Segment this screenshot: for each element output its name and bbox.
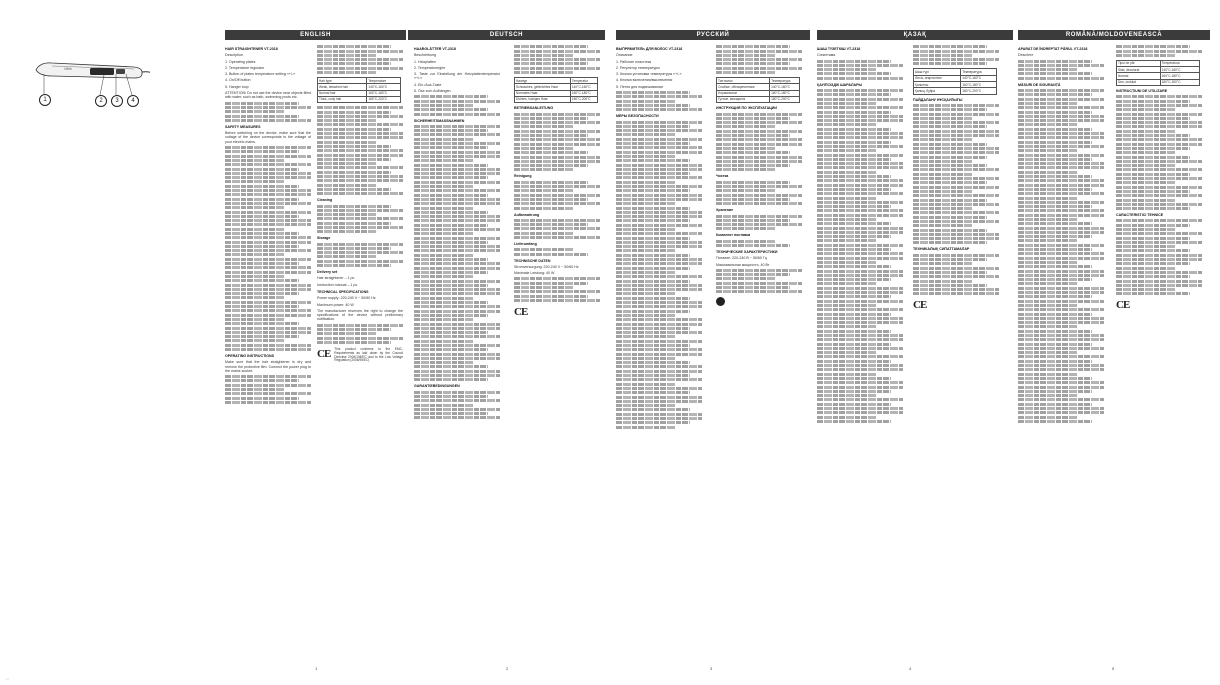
table-cell: 180°C-200°C <box>961 88 997 94</box>
operating-intro: Make sure that the hair straightener is dry and remove the protective film. Connect the power plug to the mains socket. <box>225 360 311 373</box>
temperature-table <box>317 77 401 103</box>
temperature-table <box>913 68 997 94</box>
callout-1: 1 <box>39 94 51 106</box>
kazakh-column-1 <box>817 44 903 659</box>
operating-title: ИНСТРУКЦИЯ ПО ЭКСПЛУАТАЦИИ <box>716 106 777 111</box>
table-cell: Қалың, бұйра <box>914 88 961 94</box>
callout-2: 2 <box>95 95 107 107</box>
romanian-column-1 <box>1018 44 1104 659</box>
language-header-deutsch: DEUTSCH <box>408 30 605 40</box>
language-header-russian: РУССКИЙ <box>616 30 810 40</box>
delivery-title: Lieferumfang <box>514 241 537 246</box>
english-page <box>203 0 406 685</box>
operating-title: BETRIEBSANLEITUNG <box>514 106 554 111</box>
tech-title: ТЕХНИКАЛЫҚ СИПАТТАМАЛАР <box>913 247 970 252</box>
table-header: Температура <box>961 69 997 75</box>
table-cell: Schwaches, gebleichtes Haar <box>515 84 571 90</box>
table-cell: Normal hair <box>318 90 367 96</box>
description-item: 4. Ein-/Aus-Taste <box>414 82 442 87</box>
table-header: Тип волос <box>717 78 770 84</box>
table-cell: 180°C-200°C <box>1160 79 1199 85</box>
delivery-title: Delivery set <box>317 270 338 275</box>
guarantee-text: The manufacturer reserves the right to change the specifications of the device without preliminary notification. <box>317 308 403 322</box>
tech-title: ТЕХНИЧЕСКИЕ ХАРАКТЕРИСТИКИ <box>716 249 778 254</box>
delivery-item: Hair straightener – 1 pc. <box>317 276 356 281</box>
temperature-table <box>1116 60 1200 86</box>
description-item: 5. Öse zum Aufhängen <box>414 89 451 94</box>
ce-mark-icon: CE <box>514 305 528 318</box>
russian-column-1 <box>616 44 702 659</box>
safety-intro: Before switching on the device, make sure that the voltage of the device corresponds to the voltage of your electric mains. <box>225 131 311 144</box>
table-cell: Slab, decolorat <box>1117 67 1161 73</box>
table-cell: Қалыпты <box>914 82 961 88</box>
print-mark: ▫▫▫ <box>6 677 10 681</box>
language-header-romanian: ROMÂNĂ/MOLDOVENEASCĂ <box>1018 30 1210 40</box>
table-cell: 180°C-200°C <box>570 96 597 102</box>
russian-page <box>610 0 813 685</box>
storage-title: Хранение <box>716 208 734 213</box>
kazakh-column-2 <box>913 44 999 659</box>
table-cell: 140°C-160°C <box>367 84 401 90</box>
table-cell: Thick, curly hair <box>318 96 367 102</box>
description-item: 2. Регулятор температуры <box>616 65 660 70</box>
table-cell: 140°C-160°C <box>570 84 597 90</box>
tech-item: Power supply: 220-240 V ~ 50/60 Hz <box>317 296 376 301</box>
table-cell: 160°C-180°C <box>1160 73 1199 79</box>
tech-item: Максимальная мощность: 40 Вт <box>716 262 770 267</box>
tech-title: TECHNISCHE DATEN <box>514 258 551 263</box>
table-header: Temperatur <box>570 78 597 84</box>
description-item: 3. Taste zur Einstellung der Heizplattentemperatur «+/-» <box>414 72 500 81</box>
description-item: 1. Operating plates <box>225 59 256 64</box>
russian-column-2 <box>716 44 802 659</box>
description-item: 1. Рабочие пластины <box>616 59 652 64</box>
table-cell: Слабые, обесцвеченные <box>717 84 770 90</box>
storage-title: Storage <box>317 236 331 241</box>
temperature-table <box>716 77 800 103</box>
deutsch-column-1 <box>414 44 500 659</box>
table-cell: 160°C-180°C <box>367 90 401 96</box>
operating-title: ПАЙДАЛАНУ НҰСҚАУЛЫҒЫ <box>913 97 963 102</box>
model-title: ВЫПРЯМИТЕЛЬ ДЛЯ ВОЛОС VT-2318 <box>616 47 683 51</box>
ce-mark-icon: CE <box>1116 299 1130 312</box>
table-header: Температура <box>770 78 800 84</box>
safety-title: SICHERHEITSMASSNAHMEN <box>414 118 465 123</box>
table-cell: Normales Haar <box>515 90 571 96</box>
table-header: Temperature <box>367 78 401 84</box>
ce-mark-icon: CE <box>913 299 927 312</box>
table-cell: 160°C-180°C <box>961 82 997 88</box>
callout-3: 3 <box>111 95 123 107</box>
safety-title: MĂSURI DE SIGURANȚĂ <box>1018 82 1061 87</box>
attention-text: ATTENTION! Do not use the device near objects filled with water, such as bath, swimming pools etc. <box>225 91 311 100</box>
kazakh-page <box>813 0 1016 685</box>
description-item: 3. Кнопки установки температуры «+/-» <box>616 72 682 77</box>
model-title: HAIR STRAIGHTENER VT-2318 <box>225 47 278 51</box>
description-item: 2. Temperaturregler <box>414 65 446 70</box>
table-cell: Әлсіз, ағартылған <box>914 75 961 81</box>
guarantee-title: GARANTIEBEDINGUNGEN <box>414 384 460 389</box>
page-number: 1 <box>315 666 318 671</box>
cleaning-title: Чистка <box>716 174 729 179</box>
svg-text:Vitek: Vitek <box>64 67 72 71</box>
table-cell: Weak, bleached hair <box>318 84 367 90</box>
table-cell: Des, ondulat <box>1117 79 1161 85</box>
description-item: 3. Button of plates temperature setting «+/-» <box>225 72 296 77</box>
safety-title: SAFETY MEASURES <box>225 124 261 129</box>
description-item: 4. On/Off button <box>225 78 251 83</box>
ce-text: This product conforms to the EMC-Requirements as laid down by the Council Directive 2004/108/EC and to the Low Voltage Regulation (2006/95/EC) <box>334 346 403 363</box>
safety-title: МЕРЫ БЕЗОПАСНОСТИ <box>616 114 659 119</box>
ce-mark-icon: CE <box>317 347 331 360</box>
temperature-table <box>514 77 598 103</box>
table-header: Hair type <box>318 78 367 84</box>
description-item: 1. Heizplatten <box>414 59 436 64</box>
table-header: Temperatura <box>1160 60 1199 66</box>
page-number: 5 <box>1112 666 1115 671</box>
table-cell: 160°C-180°C <box>770 90 800 96</box>
callout-4: 4 <box>127 95 139 107</box>
model-title: ШАШ ТҮЗЕТКІШ VT-2318 <box>817 47 861 51</box>
description-item: 2. Temperature regulator <box>225 65 265 70</box>
description-item: 4. Кнопка включения/выключения <box>616 78 673 83</box>
operating-title: INSTRUCȚIUNI DE UTILIZARE <box>1116 89 1168 94</box>
table-header: Haartyp <box>515 78 571 84</box>
tech-title: CARACTERISTICI TEHNICE <box>1116 213 1164 218</box>
romanian-page <box>1016 0 1219 685</box>
table-cell: Dichtes, lockiges Haar <box>515 96 571 102</box>
deutsch-page <box>406 0 609 685</box>
description-title: Descriere <box>1018 53 1034 58</box>
description-title: Description <box>225 53 243 58</box>
language-header-kazakh: ҚАЗАҚ <box>817 30 1013 40</box>
safety-title: ҚАУІПСІЗДІК ШАРАЛАРЫ <box>817 82 863 87</box>
certification-mark-icon <box>716 297 725 306</box>
table-cell: 160°C-180°C <box>570 90 597 96</box>
language-header-english: ENGLISH <box>225 30 406 40</box>
cover-page <box>0 0 203 685</box>
description-title: Beschreibung <box>414 53 436 58</box>
tech-item: Maximum power: 40 W <box>317 302 354 307</box>
english-column-2 <box>317 44 403 659</box>
tech-item: Питание: 220-240 В ~ 50/60 Гц <box>716 256 767 261</box>
model-title: HAARGLÄTTER VT-2318 <box>414 47 456 51</box>
tech-item: Stromversorgung: 220-240 V ~ 50/60 Hz <box>514 264 579 269</box>
operating-title: OPERATING INSTRUCTIONS <box>225 354 275 358</box>
table-header: Tipul de păr <box>1117 60 1161 66</box>
tech-item: Maximale Leistung: 40 W <box>514 271 555 276</box>
table-cell: 140°C-160°C <box>961 75 997 81</box>
storage-title: Aufbewahrung <box>514 212 540 217</box>
romanian-column-2 <box>1116 44 1202 659</box>
table-cell: 140°C-160°C <box>770 84 800 90</box>
page-number: 2 <box>506 666 509 671</box>
description-title: Сипаттама <box>817 53 836 58</box>
deutsch-column-2 <box>514 44 600 659</box>
description-item: 5. Hanger loop <box>225 84 249 89</box>
description-title: Описание <box>616 53 633 58</box>
table-cell: Нормальные <box>717 90 770 96</box>
delivery-item: Instruction manual – 1 pc. <box>317 282 359 287</box>
table-cell: 180°C-200°C <box>770 96 800 102</box>
cleaning-title: Reinigung <box>514 174 532 179</box>
page-number: 4 <box>909 666 912 671</box>
tech-title: TECHNICAL SPECIFICATIONS <box>317 289 369 294</box>
table-header: Шаш түрі <box>914 69 961 75</box>
table-cell: Normal <box>1117 73 1161 79</box>
english-column-1 <box>225 44 311 659</box>
page-number: 3 <box>710 666 713 671</box>
delivery-title: Комплект поставки <box>716 233 751 238</box>
cleaning-title: Cleaning <box>317 198 333 203</box>
description-item: 5. Петля для подвешивания <box>616 84 663 89</box>
table-cell: 140°C-160°C <box>1160 67 1199 73</box>
table-cell: Густые, вьющиеся <box>717 96 770 102</box>
table-cell: 180°C-200°C <box>367 96 401 102</box>
model-title: APARAT DE ÎNDREPTAT PĂRUL VT-2318 <box>1018 47 1088 51</box>
